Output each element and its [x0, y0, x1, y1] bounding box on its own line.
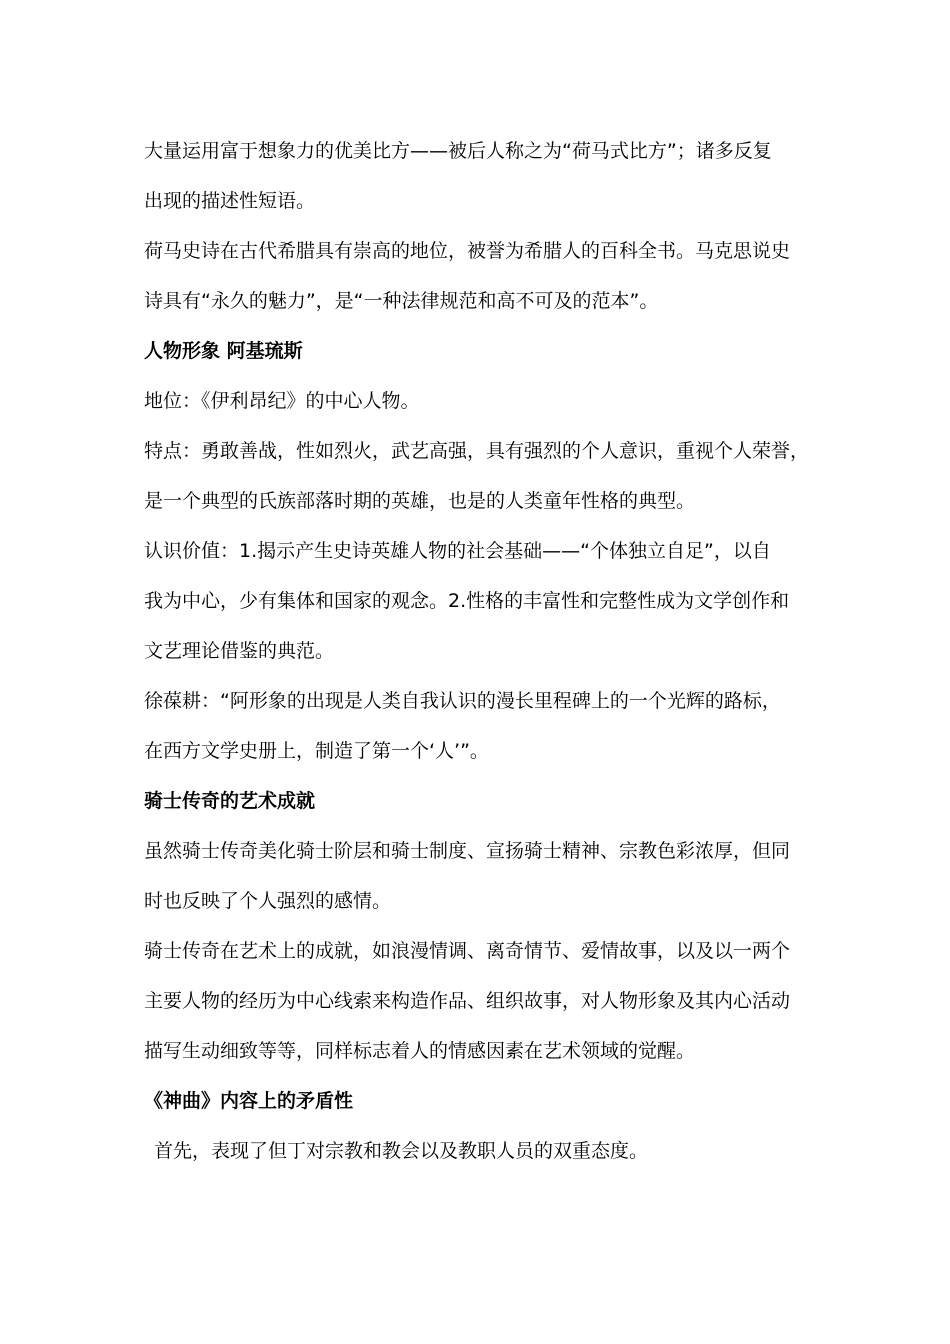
paragraph-line: 地位：《伊利昂纪》的中心人物。	[144, 390, 420, 412]
section-heading-divine-comedy: 《神曲》内容上的矛盾性	[144, 1090, 354, 1112]
paragraph-line: 骑士传奇在艺术上的成就，如浪漫情调、离奇情节、爱情故事，以及以一两个	[144, 940, 791, 962]
paragraph-line: 虽然骑士传奇美化骑士阶层和骑士制度、宣扬骑士精神、宗教色彩浓厚，但同	[144, 840, 791, 862]
paragraph-line: 荷马史诗在古代希腊具有崇高的地位，被誉为希腊人的百科全书。马克思说史	[144, 240, 791, 262]
paragraph-line: 我为中心，少有集体和国家的观念。2.性格的丰富性和完整性成为文学创作和	[144, 590, 790, 612]
paragraph-line: 在西方文学史册上，制造了第一个‘人’”。	[144, 740, 489, 762]
paragraph-line: 时也反映了个人强烈的感情。	[144, 890, 392, 912]
paragraph-line: 特点：勇敢善战，性如烈火，武艺高强，具有强烈的个人意识，重视个人荣誉，	[144, 440, 810, 462]
paragraph-line: 主要人物的经历为中心线索来构造作品、组织故事，对人物形象及其内心活动	[144, 990, 791, 1012]
document-body	[144, 126, 824, 1176]
paragraph-line: 出现的描述性短语。	[144, 190, 316, 212]
section-heading-achilles: 人物形象 阿基琉斯	[144, 340, 303, 362]
paragraph-line: 是一个典型的氏族部落时期的英雄，也是的人类童年性格的典型。	[144, 490, 696, 512]
paragraph-line: 诗具有“永久的魅力”，是“一种法律规范和高不可及的范本”。	[144, 290, 659, 312]
paragraph-line: 徐葆耕：“阿形象的出现是人类自我认识的漫长里程碑上的一个光辉的路标，	[144, 690, 781, 712]
paragraph-line: 大量运用富于想象力的优美比方——被后人称之为“荷马式比方”；诸多反复	[144, 140, 772, 162]
paragraph-line: 描写生动细致等等，同样标志着人的情感因素在艺术领域的觉醒。	[144, 1040, 696, 1062]
section-heading-chivalric-romance: 骑士传奇的艺术成就	[144, 790, 316, 812]
paragraph-line: 文艺理论借鉴的典范。	[144, 640, 335, 662]
paragraph-line: 首先，表现了但丁对宗教和教会以及教职人员的双重态度。	[154, 1140, 649, 1162]
paragraph-line: 认识价值：1.揭示产生史诗英雄人物的社会基础——“个体独立自足”，以自	[144, 540, 771, 562]
